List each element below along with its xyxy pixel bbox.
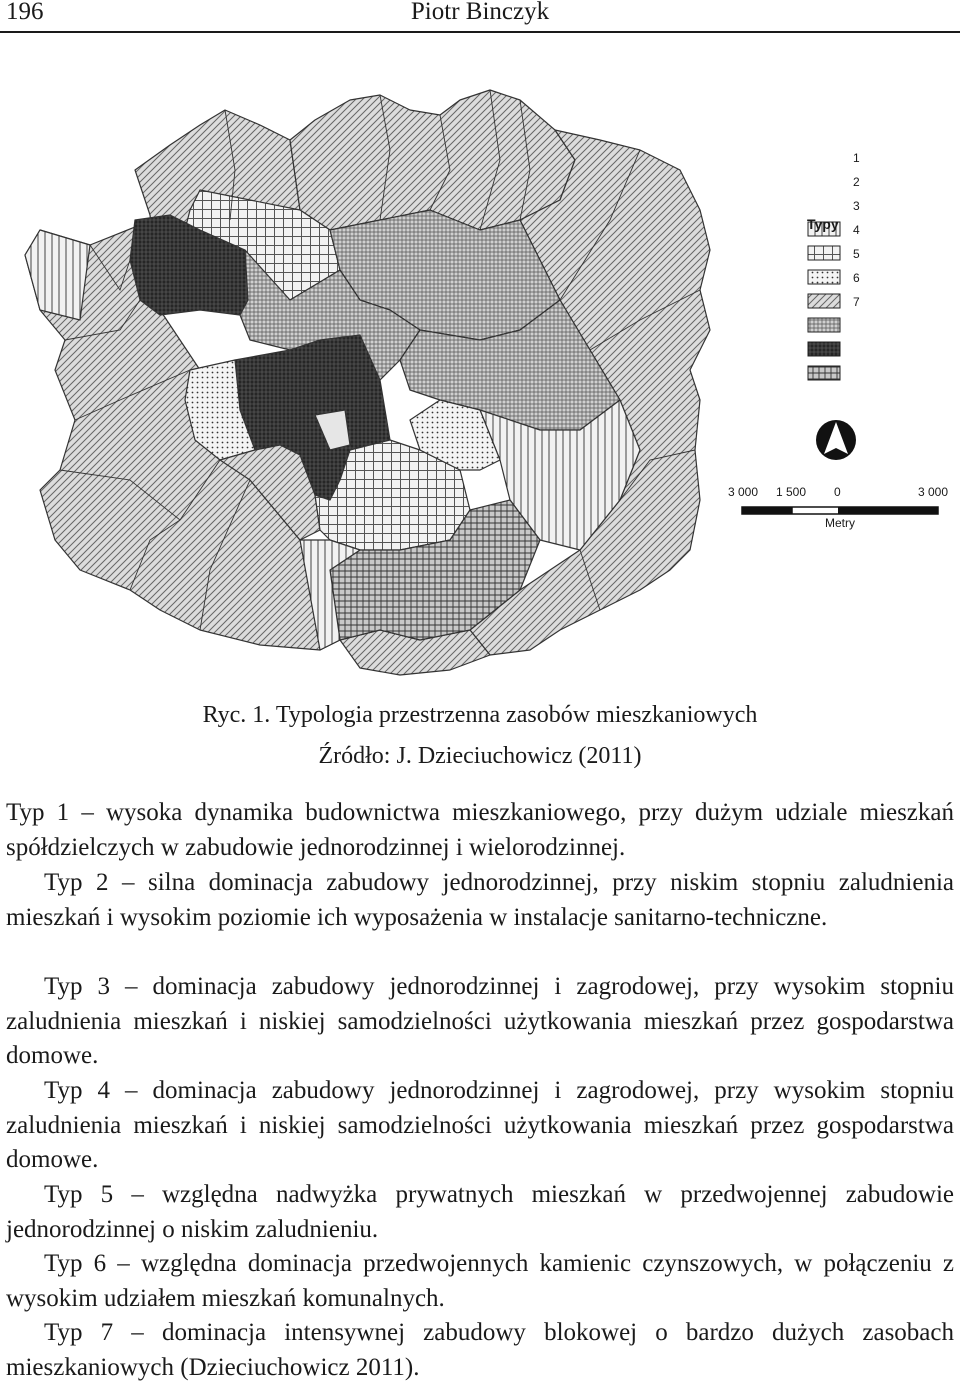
paragraph-type-3: Typ 3 – dominacja zabudowy jednorodzinnej i zagrodowej, przy wysokim stopniu zaludnienia mieszkań i niskiej samodzielności użytkowania mieszkań przez gospodarstwa domowe.	[6, 973, 954, 1069]
page-number: 196	[6, 0, 44, 25]
scale-label-right: 3 000	[918, 485, 949, 499]
paragraph-type-7: Typ 7 – dominacja intensywnej zabudowy blokowej o bardzo dużych zasobach mieszkaniowych (Dzieciuchowicz 2011).	[6, 1319, 954, 1381]
legend-title: Typy	[807, 216, 839, 232]
legend-label-1: 1	[853, 151, 860, 165]
legend-label-7: 7	[853, 295, 860, 309]
legend-label-4: 4	[853, 223, 860, 237]
running-author: Piotr Binczyk	[410, 0, 550, 25]
map-regions	[25, 90, 710, 675]
scale-unit: Metry	[825, 516, 855, 530]
figure-source: Źródło: J. Dzieciuchowicz (2011)	[318, 743, 642, 769]
north-arrow-icon	[816, 420, 856, 460]
legend-label-3: 3	[853, 199, 860, 213]
legend-label-6: 6	[853, 271, 860, 285]
scale-bar	[742, 507, 938, 514]
paragraph-type-1: Typ 1 – wysoka dynamika budownictwa mieszkaniowego, przy dużym udziale mieszkań spółdzielczych w zabudowie jednorodzinnej i wielorodzinnej.	[6, 799, 954, 861]
legend-swatch-5	[808, 318, 840, 332]
legend-swatch-6	[808, 342, 840, 356]
legend-swatch-3	[808, 270, 840, 284]
paragraph-type-5: Typ 5 – względna nadwyżka prywatnych mieszkań w przedwojennej zabudowie jednorodzinnej o niskim zaludnieniu.	[6, 1181, 954, 1243]
paragraph-type-4: Typ 4 – dominacja zabudowy jednorodzinnej i zagrodowej, przy wysokim stopniu zaludnienia mieszkań i niskiej samodzielności użytkowania mieszkań przez gospodarstwa domowe.	[6, 1077, 954, 1173]
region-west-vertical	[25, 230, 90, 320]
legend-swatch-2	[808, 246, 840, 260]
figure-caption: Ryc. 1. Typologia przestrzenna zasobów mieszkaniowych	[202, 702, 758, 728]
scale-label-zero: 0	[834, 485, 841, 499]
region-outer-north	[290, 90, 575, 230]
paragraph-type-2: Typ 2 – silna dominacja zabudowy jednorodzinnej, przy niskim stopniu zaludnienia mieszkań i wysokim poziomie ich wyposażenia w instalacje sanitarno-techniczne.	[6, 869, 954, 931]
legend-swatch-7	[808, 366, 840, 380]
figure-map	[0, 70, 960, 690]
legend-swatches	[808, 222, 840, 380]
header-rule	[0, 31, 960, 33]
paragraph-type-6: Typ 6 – względna dominacja przedwojennych kamienic czynszowych, w połączeniu z wysokim udziałem mieszkań komunalnych.	[6, 1250, 954, 1312]
scale-label-left: 3 000	[728, 485, 759, 499]
scale-label-mid: 1 500	[776, 485, 807, 499]
legend-label-2: 2	[853, 175, 860, 189]
page-header	[0, 0, 960, 30]
legend-label-5: 5	[853, 247, 860, 261]
map-svg	[0, 70, 960, 690]
legend-swatch-4	[808, 294, 840, 308]
